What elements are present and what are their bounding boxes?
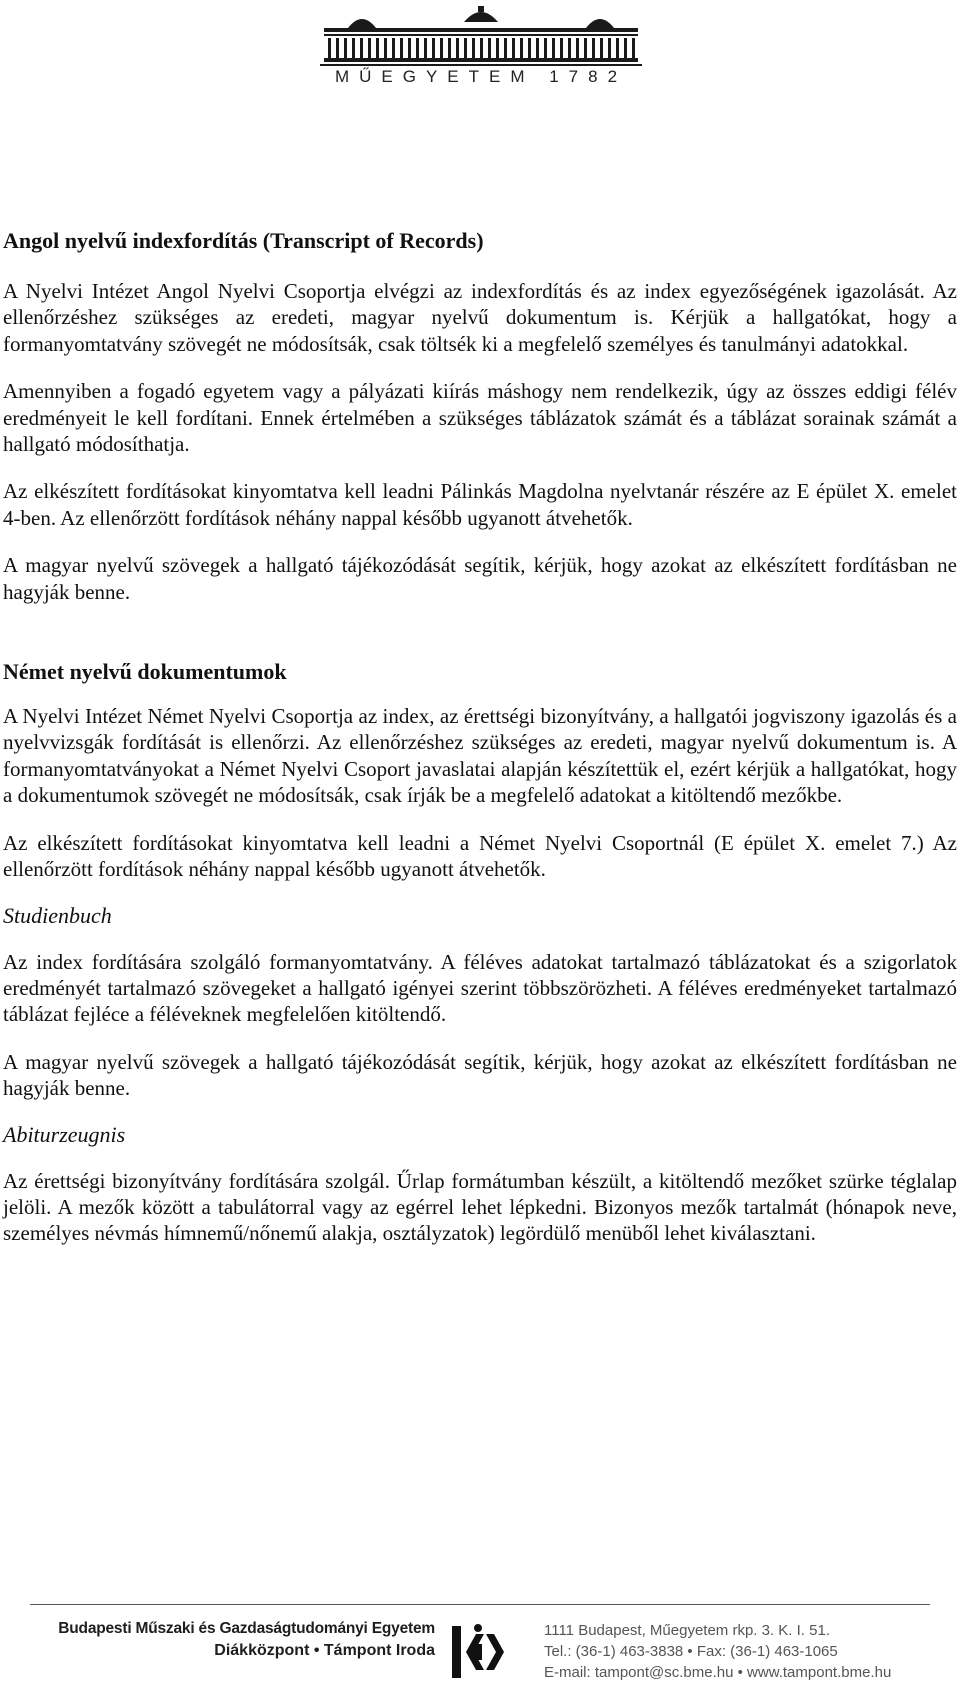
footer-phone: Tel.: (36-1) 463-3838 • Fax: (36-1) 463-1065 xyxy=(544,1643,838,1660)
paragraph: Amennyiben a fogadó egyetem vagy a pályázati kiírás máshogy nem rendelkezik, úgy az összes eddigi félév eredményeit le kell fordítani. Ennek értelmében a szükséges táblázatok számát és a táblázat sorainak számát a hallgató módosíthatja. xyxy=(3,379,957,457)
footer-org-line1: Budapesti Műszaki és Gazdaságtudományi Egyetem xyxy=(58,1620,435,1637)
paragraph: Az elkészített fordításokat kinyomtatva kell leadni a Német Nyelvi Csoportnál (E épület X. emelet 7.) Az ellenőrzött fordítások néhány nappal később ugyanott átvehetők. xyxy=(3,830,957,882)
footer-email-web: E-mail: tampont@sc.bme.hu • www.tampont.bme.hu xyxy=(544,1664,892,1681)
subheading-abiturzeugnis: Abiturzeugnis xyxy=(3,1121,126,1147)
paragraph: A Nyelvi Intézet Angol Nyelvi Csoportja elvégzi az indexfordítás és az index egyezőségének igazolását. Az ellenőrzéshez szükséges az eredeti, magyar nyelvű dokumentum is. Kérjük a hallgatókat, hogy a formanyomtatvány szövegét ne módosítsák, csak töltsék ki a megfelelő személyes és tanulmányi adatokkal. xyxy=(3,279,957,356)
logo-wordmark: MŰEGYETEM 1782 xyxy=(334,67,628,86)
document-body xyxy=(3,228,957,1247)
section-heading-german: Német nyelvű dokumentumok xyxy=(3,659,287,685)
paragraph: A magyar nyelvű szövegek a hallgató tájékozódását segítik, kérjük, hogy azokat az elkészített fordításban ne hagyják benne. xyxy=(3,1049,957,1101)
footer-organization xyxy=(30,1618,435,1662)
paragraph: Az index fordítására szolgáló formanyomtatvány. A féléves adatokat tartalmazó táblázatokat és a szigorlatok eredményét tartalmazó szövegeket a hallgató igényei szerint többszörözheti. A féléves eredményeket tartalmazó táblázat fejléce a féléveknek megfelelően kitöltendő. xyxy=(3,949,957,1027)
footer-divider xyxy=(30,1604,930,1605)
diakkozpont-logo-icon xyxy=(446,1620,510,1684)
paragraph: Az elkészített fordításokat kinyomtatva kell leadni Pálinkás Magdolna nyelvtanár részére az E épület X. emelet 4-ben. Az ellenőrzött fordítások néhány nappal később ugyanott átvehetők. xyxy=(3,479,957,530)
paragraph: Az érettségi bizonyítvány fordítására szolgál. Űrlap formátumban készült, a kitöltendő mezőket szürke téglalap jelöli. A mezők között a tabulátorral vagy az egérrel lehet lépkedni. Bizonyos mezők tartalmát (hónapok neve, személyes névmás hímnemű/nőnemű alakja, osztályzatok) legördülő menüből lehet kiválasztani. xyxy=(3,1168,957,1246)
section-heading-english: Angol nyelvű indexfordítás (Transcript of Records) xyxy=(3,228,484,253)
paragraph: A magyar nyelvű szövegek a hallgató tájékozódását segítik, kérjük, hogy azokat az elkészített fordításban ne hagyják benne. xyxy=(3,553,957,604)
footer-address: 1111 Budapest, Műegyetem rkp. 3. K. I. 51. xyxy=(544,1622,830,1639)
footer-contact xyxy=(544,1620,940,1683)
paragraph: A Nyelvi Intézet Német Nyelvi Csoportja az index, az érettségi bizonyítvány, a hallgatói jogviszony igazolás és a nyelvvizsgák fordítását is ellenőrzi. Az ellenőrzéshez szükséges az eredeti, magyar nyelvű dokumentum is. A formanyomtatványokat a Német Nyelvi Csoport javaslatai alapján készítettük el, ezért kérjük a hallgatókat, hogy a dokumentumok szövegét ne módosítsák, csak írják be a megfelelő adatokat a kitöltendő mezőkbe. xyxy=(3,704,957,808)
subheading-studienbuch: Studienbuch xyxy=(3,902,112,928)
footer-org-line2: Diákközpont • Támpont Iroda xyxy=(214,1642,435,1659)
